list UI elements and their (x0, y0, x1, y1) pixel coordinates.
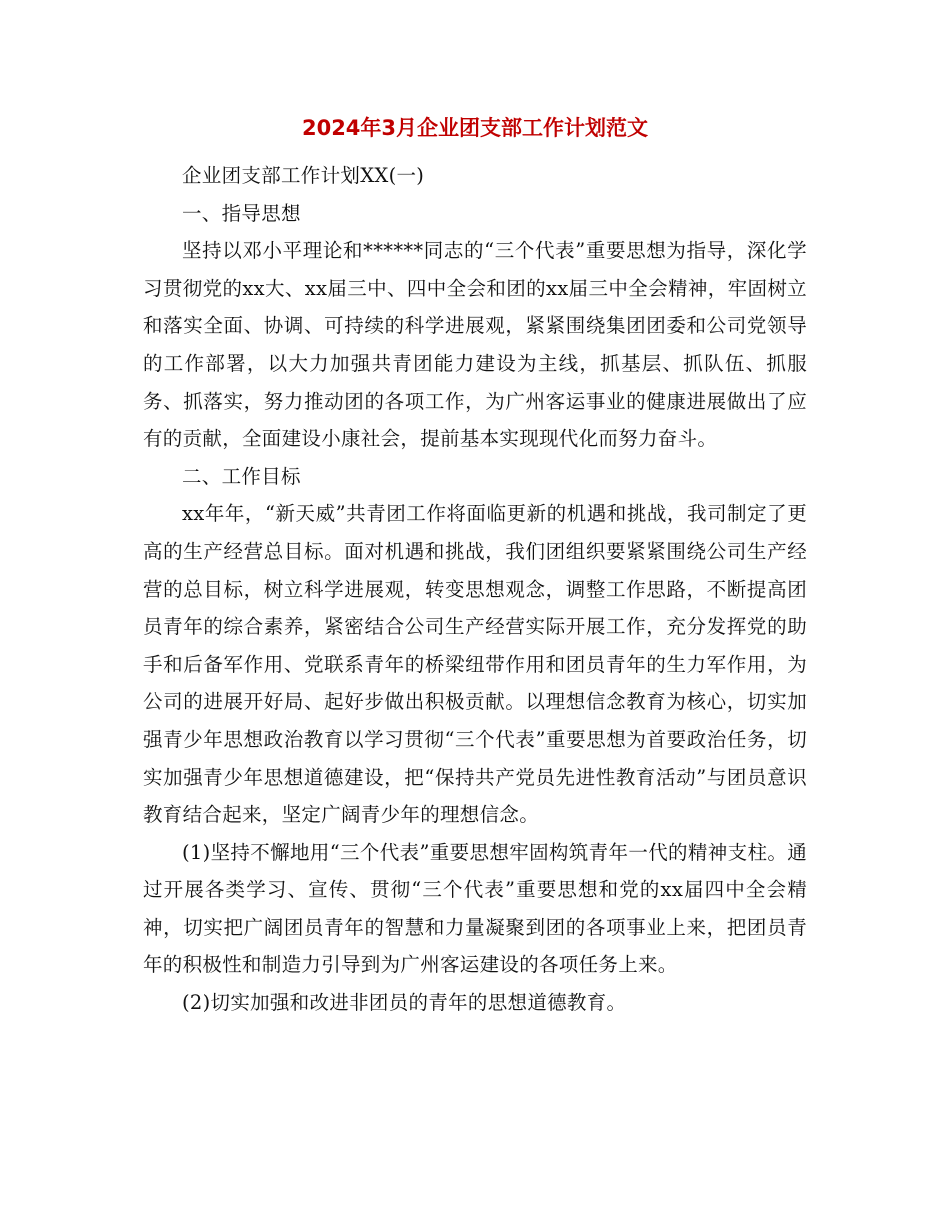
section-heading-guiding-thought: 一、指导思想 (182, 201, 301, 225)
section-heading-plan: 企业团支部工作计划XX(一) (182, 164, 425, 187)
paragraph-work-goals: xx年年，“新天威”共青团工作将面临更新的机遇和挑战，我司制定了更高的生产经营总目标。面对机遇和挑战，我们团组织要紧紧围绕公司生产经营的总目标，树立科学进展观，转变思想观念，调整工作思路，不断提高团员青年的综合素养，紧密结合公司生产经营实际开展工作，充分发挥党的助手和后备军作用、党联系青年的桥梁纽带作用和团员青年的生力军作用，为公司的进展开好局、起好步做出积极贡献。以理想信念教育为核心，切实加强青少年思想政治教育以学习贯彻“三个代表”重要思想为首要政治任务，切实加强青少年思想道德建设，把“保持共产党员先进性教育活动”与团员意识教育结合起来，坚定广阔青少年的理想信念。 (143, 502, 807, 827)
paragraph-guiding-thought: 坚持以邓小平理论和******同志的“三个代表”重要思想为指导，深化学习贯彻党的xx大、xx届三中、四中全会和团的xx届三中全会精神，牢固树立和落实全面、协调、可持续的科学进展观，紧紧围绕集团团委和公司党领导的工作部署，以大力加强共青团能力建设为主线，抓基层、抓队伍、抓服务、抓落实，努力推动团的各项工作，为广州客运事业的健康进展做出了应有的贡献，全面建设小康社会，提前基本实现现代化而努力奋斗。 (143, 239, 807, 451)
section-heading-work-goals: 二、工作目标 (182, 464, 301, 488)
paragraph-item-1: (1)坚持不懈地用“三个代表”重要思想牢固构筑青年一代的精神支柱。通过开展各类学习、宣传、贯彻“三个代表”重要思想和党的xx届四中全会精神，切实把广阔团员青年的智慧和力量凝聚到团的各项事业上来，把团员青年的积极性和制造力引导到为广州客运建设的各项任务上来。 (143, 840, 807, 977)
document-body (143, 157, 807, 1022)
document-title: 2024年3月企业团支部工作计划范文 (301, 116, 649, 140)
paragraph-item-2: (2)切实加强和改进非团员的青年的思想道德教育。 (182, 991, 627, 1015)
